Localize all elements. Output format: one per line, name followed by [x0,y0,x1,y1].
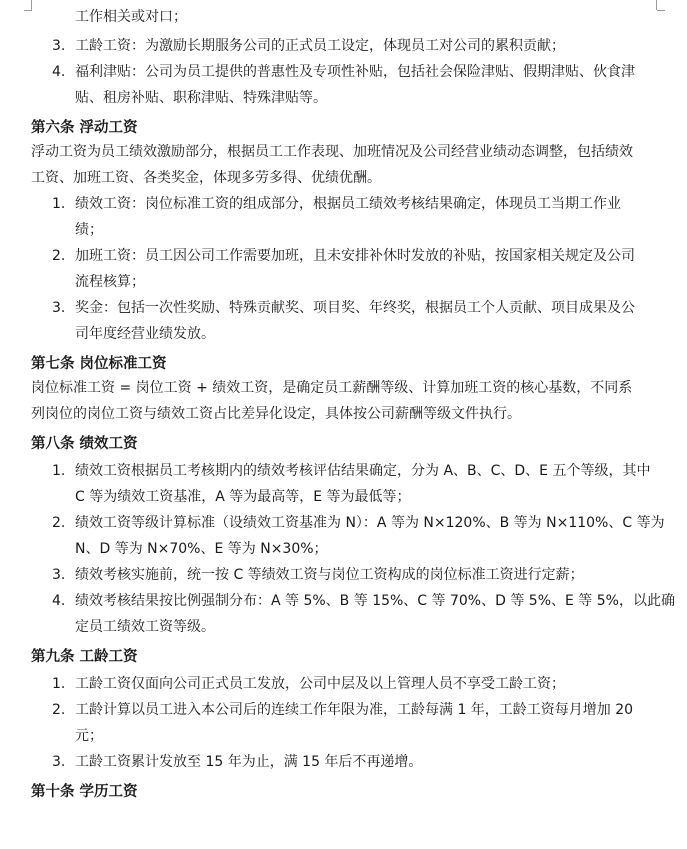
text-line: 绩效考核实施前，统一按 C 等绩效工资与岗位工资构成的岗位标准工资进行定薪； [75,567,584,583]
text-line: 岗位标准工资 = 岗位工资 + 绩效工资，是确定员工薪酬等级、计算加班工资的核心基数，不同系 [31,380,633,396]
list-number: 3. [52,300,66,316]
document-body [31,0,675,803]
list-number: 2. [52,515,66,531]
text-line: 司年度经营业绩发放。 [75,326,215,342]
text-line: 定员工绩效工资等级。 [75,619,215,635]
section-heading: 第六条 浮动工资 [31,120,138,136]
continued-item [31,7,657,27]
section-heading: 第十条 学历工资 [31,784,138,800]
text-line: 工龄工资：为激励长期服务公司的正式员工设定，体现员工对公司的累积贡献； [75,38,565,54]
list-item [31,697,657,749]
list-number: 1. [52,196,66,212]
list-item [31,191,657,243]
text-line: 列岗位的岗位工资与绩效工资占比差异化设定，具体按公司薪酬等级文件执行。 [31,406,521,422]
text-line: 元； [75,728,103,744]
list-number: 3. [52,567,66,583]
list-item [31,671,657,697]
list-number: 3. [52,754,66,770]
list-item [31,295,657,347]
text-line: 加班工资：员工因公司工作需要加班，且未安排补休时发放的补贴，按国家相关规定及公司 [75,248,635,264]
list-item [31,33,657,59]
text-line: 工龄计算以员工进入本公司后的连续工作年限为准，工龄每满 1 年，工龄工资每月增加 20 [75,702,634,718]
list-item [31,458,657,510]
section-heading: 第七条 岗位标准工资 [31,356,167,372]
crop-mark-right-horizontal [657,10,665,11]
text-line: 绩效工资：岗位标准工资的组成部分，根据员工绩效考核结果确定，体现员工当期工作业 [75,196,621,212]
text-line: 贴、租房补贴、职称津贴、特殊津贴等。 [75,90,327,106]
text-line: 绩效考核结果按比例强制分布：A 等 5%、B 等 15%、C 等 70%、D 等 5%、E 等 5%，以此确 [75,593,675,609]
list-number: 2. [52,702,66,718]
list-item [31,59,657,111]
text-line: 福利津贴：公司为员工提供的普惠性及专项性补贴，包括社会保险津贴、假期津贴、伙食津 [75,64,635,80]
list-item [31,588,675,640]
section-paragraph [31,375,657,427]
list-item [31,510,665,562]
text-line: C 等为绩效工资基准，A 等为最高等，E 等为最低等； [75,489,411,505]
text-line: N、D 等为 N×70%、E 等为 N×30%； [75,541,328,557]
list-item [31,749,657,775]
list-number: 2. [52,248,66,264]
list-number: 4. [52,64,66,80]
text-line: 浮动工资为员工绩效激励部分，根据员工工作表现、加班情况及公司经营业绩动态调整，包括绩效 [31,144,633,160]
section-heading: 第八条 绩效工资 [31,436,138,452]
text-line: 绩； [75,222,103,238]
section9-list [31,671,657,775]
list-number: 3. [52,38,66,54]
section-heading: 第九条 工龄工资 [31,649,138,665]
text-line: 工资、加班工资、各类奖金，体现多劳多得、优绩优酬。 [31,170,381,186]
text-line: 工龄工资仅面向公司正式员工发放，公司中层及以上管理人员不享受工龄工资； [75,676,565,692]
text-line: 绩效工资等级计算标准（设绩效工资基准为 N）：A 等为 N×120%、B 等为 N×110%、C 等为 [75,515,665,531]
text-line: 流程核算； [75,274,145,290]
list-number: 4. [52,593,66,609]
section-paragraph [31,139,657,191]
list-number: 1. [52,463,66,479]
list-item [31,243,657,295]
text-line: 工龄工资累计发放至 15 年为止，满 15 年后不再递增。 [75,754,423,770]
list-item [31,562,657,588]
section6-list [31,191,657,347]
text-line: 绩效工资根据员工考核期内的绩效考核评估结果确定，分为 A、B、C、D、E 五个等级，其中 [75,463,651,479]
text-line: 工作相关或对口； [75,9,187,25]
section8-list [31,458,675,640]
text-line: 奖金：包括一次性奖励、特殊贡献奖、项目奖、年终奖，根据员工个人贡献、项目成果及公 [75,300,635,316]
list-number: 1. [52,676,66,692]
section5-list [31,33,657,111]
